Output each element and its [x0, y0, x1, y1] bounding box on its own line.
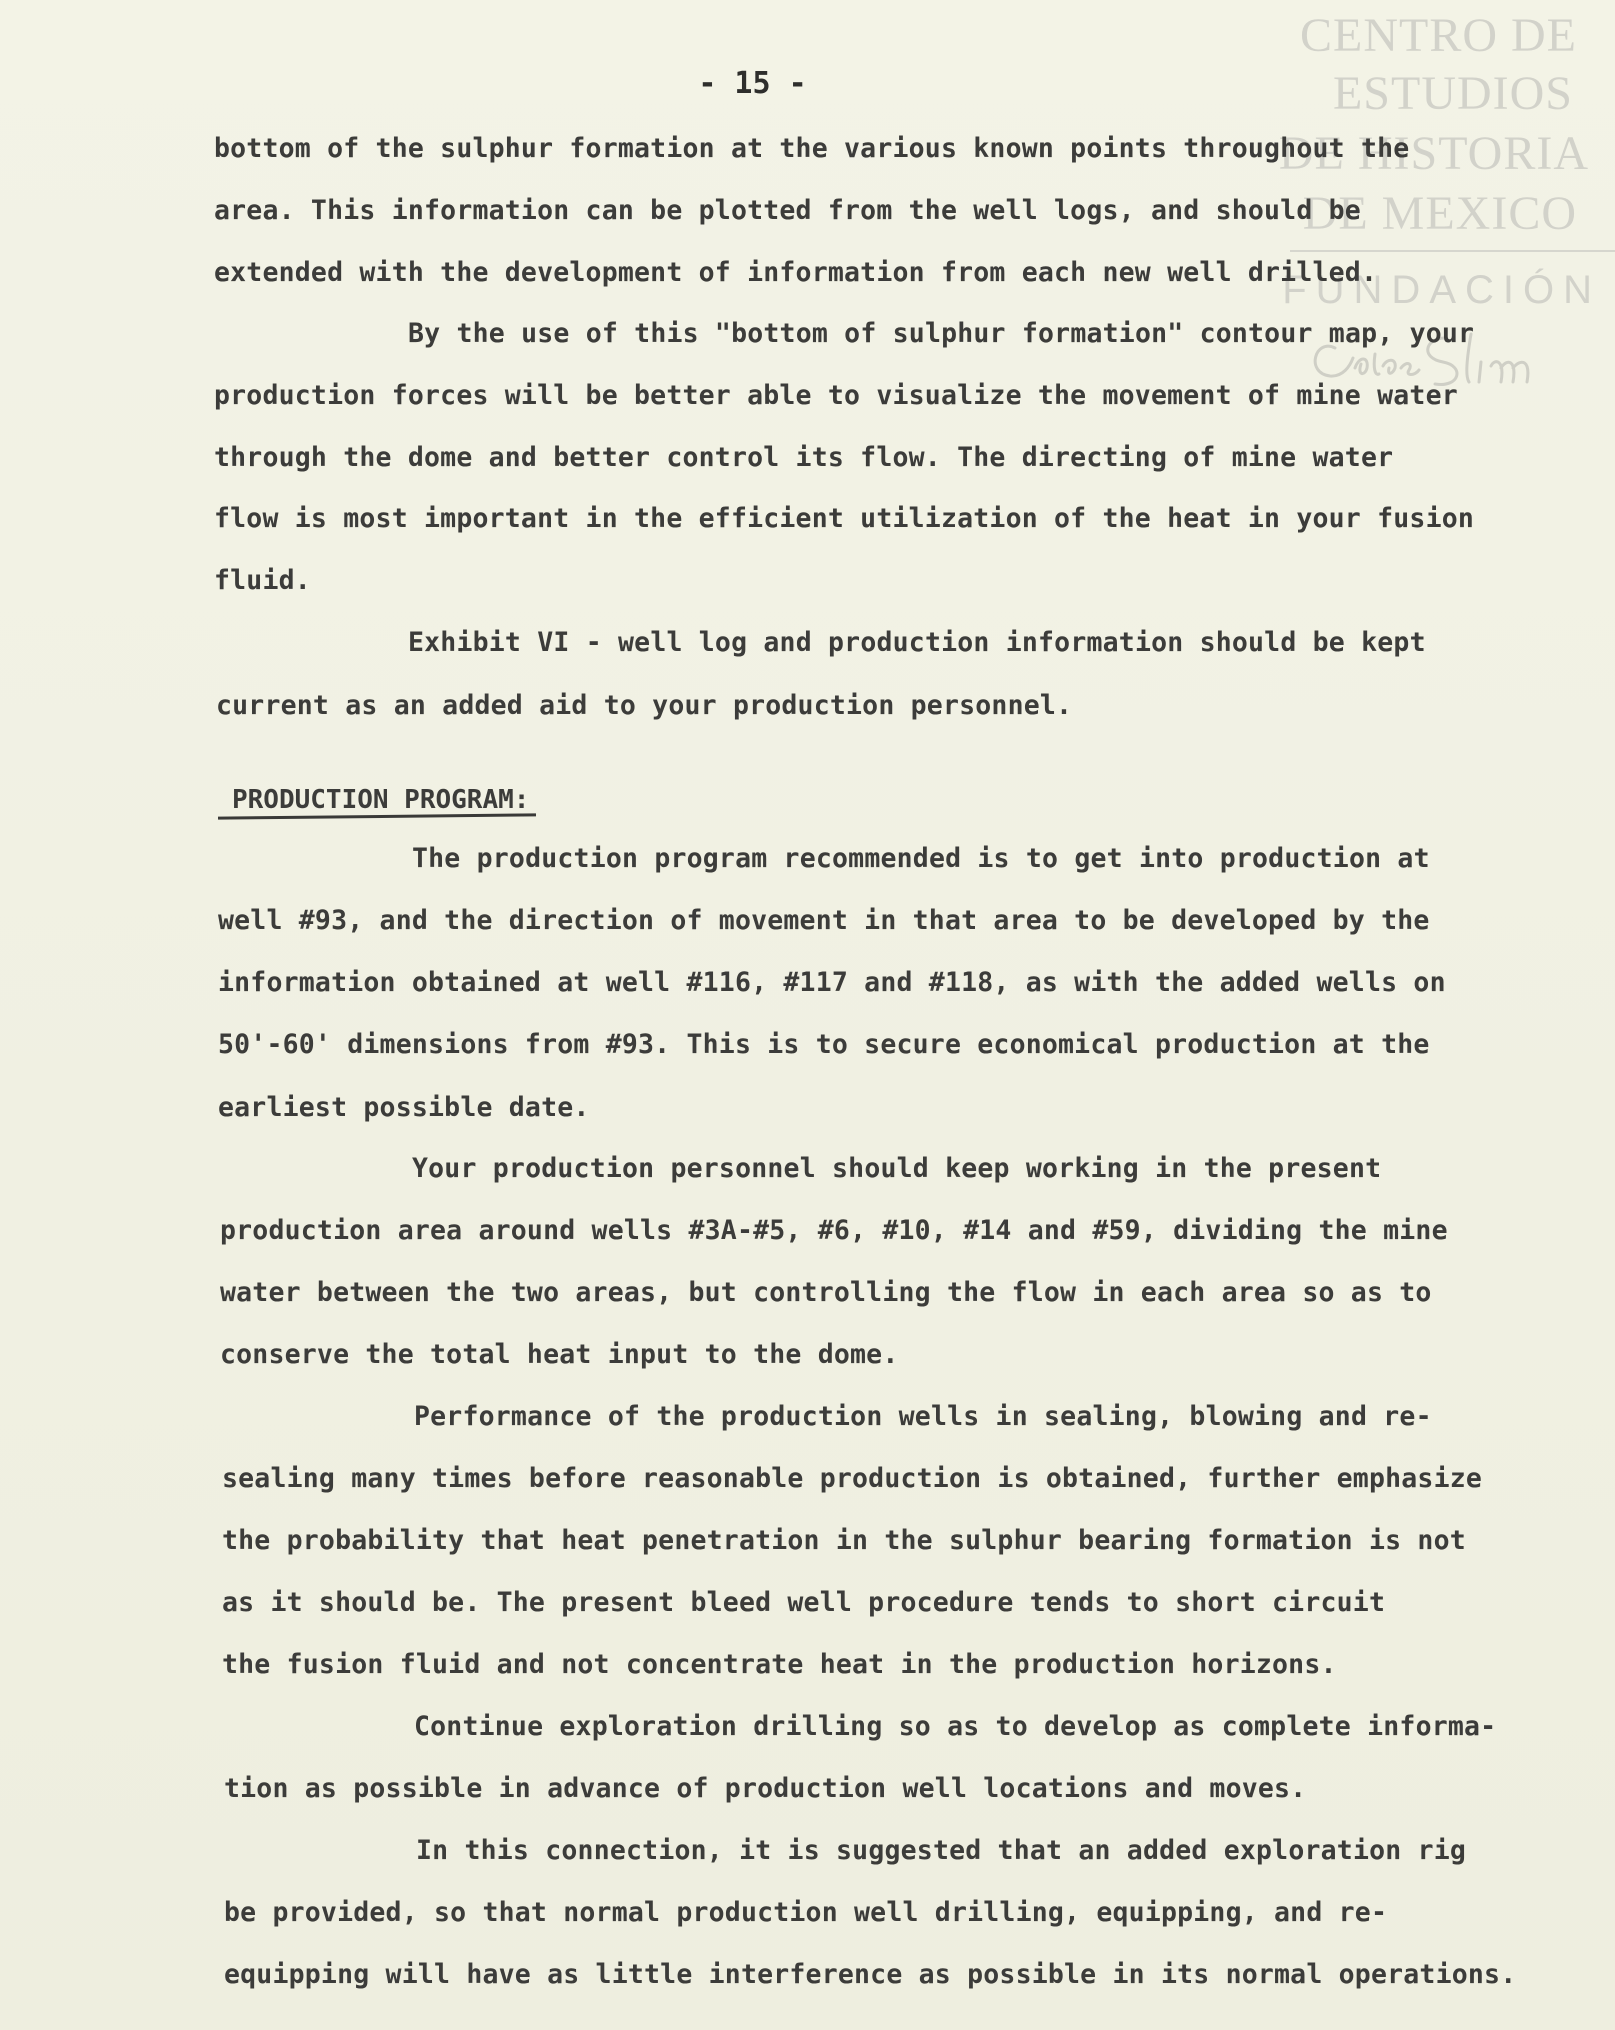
watermark-line: DE MEXICO — [1302, 187, 1577, 240]
text-line: tion as possible in advance of production well locations and moves. — [224, 1773, 1307, 1804]
text-line: earliest possible date. — [218, 1092, 590, 1123]
text-line: sealing many times before reasonable production is obtained, further emphasize — [222, 1463, 1483, 1494]
text-line: By the use of this "bottom of sulphur formation" contour map, your — [408, 318, 1475, 349]
text-line: extended with the development of information from each new well drilled. — [214, 257, 1378, 288]
watermark-line: ESTUDIOS — [1332, 67, 1573, 120]
text-line: area. This information can be plotted from the well logs, and should be — [214, 195, 1361, 226]
text-line: fluid. — [214, 565, 311, 596]
text-line: current as an added aid to your production personnel. — [216, 690, 1073, 721]
text-line: conserve the total heat input to the dome. — [220, 1339, 899, 1370]
text-line: information obtained at well #116, #117 and #118, as with the added wells on — [218, 967, 1446, 998]
text-line: well #93, and the direction of movement in that area to be developed by the — [218, 905, 1430, 936]
watermark-line: DE HISTORIA — [1278, 127, 1589, 180]
text-line: the probability that heat penetration in the sulphur bearing formation is not — [222, 1525, 1466, 1556]
text-line: be provided, so that normal production well drilling, equipping, and re- — [224, 1897, 1388, 1928]
text-line: production area around wells #3A-#5, #6, #10, #14 and #59, dividing the mine — [220, 1215, 1448, 1246]
watermark-foundation: FUNDACIÓN — [1282, 268, 1601, 312]
text-line: 50'-60' dimensions from #93. This is to secure economical production at the — [218, 1029, 1430, 1060]
page-number — [0, 66, 1615, 101]
text-line: Performance of the production wells in sealing, blowing and re- — [414, 1401, 1432, 1432]
text-line: flow is most important in the efficient utilization of the heat in your fusion — [214, 503, 1475, 534]
text-line: the fusion fluid and not concentrate heat in the production horizons. — [222, 1649, 1337, 1680]
text-line: bottom of the sulphur formation at the various known points throughout the — [214, 133, 1410, 164]
watermark-line: CENTRO DE — [1300, 9, 1577, 62]
text-line: water between the two areas, but controlling the flow in each area so as to — [220, 1277, 1432, 1308]
text-line: In this connection, it is suggested that an added exploration rig — [416, 1835, 1467, 1866]
text-line: Exhibit VI - well log and production information should be kept — [408, 627, 1426, 658]
text-line: The production program recommended is to get into production at — [412, 843, 1430, 874]
text-line: production forces will be better able to visualize the movement of mine water — [214, 380, 1458, 411]
text-line: Your production personnel should keep working in the present — [412, 1153, 1382, 1184]
watermark-divider — [1290, 250, 1615, 252]
text-line: as it should be. The present bleed well procedure tends to short circuit — [222, 1587, 1386, 1618]
text-line: Continue exploration drilling so as to develop as complete informa- — [414, 1711, 1497, 1742]
page-number-text: - 15 - — [698, 66, 807, 101]
text-line: through the dome and better control its flow. The directing of mine water — [214, 442, 1394, 473]
section-heading: PRODUCTION PROGRAM: — [232, 785, 530, 815]
text-line: equipping will have as little interference as possible in its normal operations. — [224, 1959, 1517, 1990]
